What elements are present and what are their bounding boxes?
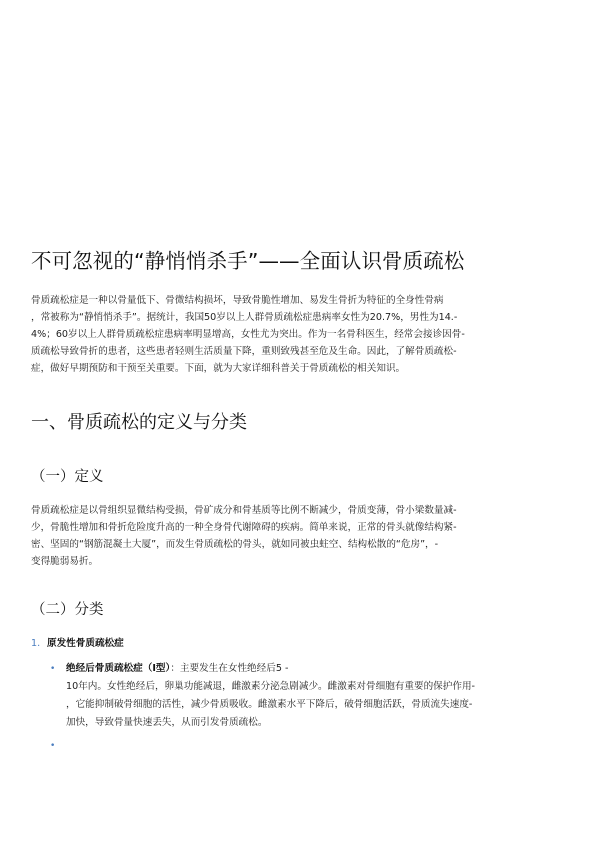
bullet-text: 主要发生在女性绝经后5 - xyxy=(179,663,289,674)
definition-line: 变得脆弱易折。 xyxy=(31,556,99,567)
bullet-list-item xyxy=(50,660,580,732)
bullet-separator: ： xyxy=(170,663,180,674)
list-number: 1. xyxy=(31,638,41,649)
intro-line: ，常被称为“静悄悄杀手”。据统计，我国50岁以上人群骨质疏松症患病率女性为20.7%，男性为14.- xyxy=(31,312,458,323)
bullet-line: 加快，导致骨量快速丢失，从而引发骨质疏松。 xyxy=(66,717,268,728)
definition-paragraph xyxy=(31,502,566,570)
subsection-heading-classification: （二）分类 xyxy=(31,602,104,618)
bullet-label: 绝经后骨质疏松症（Ⅰ型） xyxy=(66,663,171,674)
intro-line: 4%；60岁以上人群骨质疏松症患病率明显增高，女性尤为突出。作为一名骨科医生，经常会接诊因骨- xyxy=(31,329,465,340)
page-title: 不可忽视的“静悄悄杀手”——全面认识骨质疏松 xyxy=(31,249,465,273)
intro-line: 骨质疏松症是一种以骨量低下、骨微结构损坏，导致骨脆性增加、易发生骨折为特征的全身性骨病 xyxy=(31,295,444,306)
bullet-line: ，它能抑制破骨细胞的活性，减少骨质吸收。雌激素水平下降后，破骨细胞活跃，骨质流失速度- xyxy=(66,699,473,710)
definition-line: 骨质疏松症是以骨组织显微结构受损，骨矿成分和骨基质等比例不断减少，骨质变薄，骨小梁数量减- xyxy=(31,505,457,516)
subsection-heading-definition: （一）定义 xyxy=(31,469,104,485)
definition-line: 密、坚固的“钢筋混凝土大厦”，而发生骨质疏松的骨头，就如同被虫蛀空、结构松散的“危房”，- xyxy=(31,539,439,550)
list-item-label: 原发性骨质疏松症 xyxy=(47,638,124,649)
intro-line: 质疏松导致骨折的患者，这些患者轻则生活质量下降，重则致残甚至危及生命。因此，了解骨质疏松- xyxy=(31,346,457,357)
bullet-first-line xyxy=(66,660,581,678)
definition-line: 少，骨脆性增加和骨折危险度升高的一种全身骨代谢障碍的疾病。简单来说，正常的骨头就像结构紧- xyxy=(31,522,457,533)
bullet-line: 10年内。女性绝经后，卵巢功能减退，雌激素分泌急剧减少。雌激素对骨细胞有重要的保护作用- xyxy=(66,681,476,692)
ordered-list-item xyxy=(31,636,124,652)
intro-paragraph xyxy=(31,292,566,377)
bullet-icon: • xyxy=(50,741,56,751)
bullet-icon: • xyxy=(50,664,56,674)
section-heading: 一、骨质疏松的定义与分类 xyxy=(31,412,247,433)
intro-line: 症，做好早期预防和干预至关重要。下面，就为大家详细科普关于骨质疏松的相关知识。 xyxy=(31,363,406,374)
